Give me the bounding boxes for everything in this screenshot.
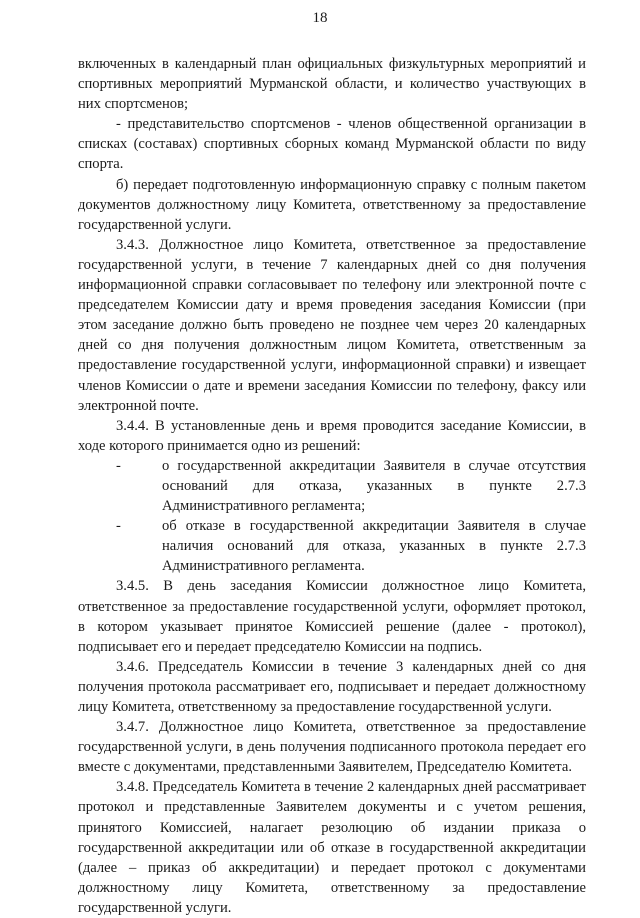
paragraph-3-4-7: 3.4.7. Должностное лицо Комитета, ответственное за предоставление государственной услуги, в день получения подписанного протокола передает его вместе с документами, представленными Заявителем, Председателю Комитета. bbox=[78, 719, 586, 776]
list-dash: - bbox=[116, 457, 121, 474]
page-number: 18 bbox=[312, 10, 328, 26]
list-dash: - bbox=[116, 518, 121, 535]
paragraph-3-4-5: 3.4.5. В день заседания Комиссии должностное лицо Комитета, ответственное за предоставление государственной услуги, оформляет протокол, в котором указывает принятое Комиссией решение (далее - протокол), подписывает его и передает председателю Комиссии на подпись. bbox=[78, 578, 586, 655]
paragraph-events-count: включенных в календарный план официальных физкультурных мероприятий и спортивных мероприятий Мурманской области, и количество участвующих в них спортсменов; bbox=[78, 56, 586, 113]
paragraph-3-4-8: 3.4.8. Председатель Комитета в течение 2 календарных дней рассматривает протокол и представленные Заявителем документы и с учетом решения, принятого Комиссией, налагает резолюцию об издании приказа о государственной аккредитации или об отказе в государственной аккредитации (далее – приказ об аккредитации) и передает протокол с документами должностному лицу Комитета, ответственному за предоставление государственной услуги. bbox=[78, 779, 586, 916]
list-item-text: об отказе в государственной аккредитации Заявителя в случае наличия оснований для отказа, указанных в пункте 2.7.3 Административного регламента. bbox=[162, 518, 586, 575]
list-item-accreditation-granted bbox=[78, 456, 586, 516]
document-body bbox=[78, 54, 586, 918]
list-item-text: о государственной аккредитации Заявителя в случае отсутствия оснований для отказа, указанных в пункте 2.7.3 Административного регламента; bbox=[162, 457, 586, 515]
paragraph-3-4-6: 3.4.6. Председатель Комиссии в течение 3 календарных дней со дня получения протокола рассматривает его, подписывает и передает должностному лицу Комитета, ответственному за предоставление государственной услуги. bbox=[78, 658, 586, 715]
paragraph-3-4-3: 3.4.3. Должностное лицо Комитета, ответственное за предоставление государственной услуги, в течение 7 календарных дней со дня получения информационной справки согласовывает по телефону или электронной почте с председателем Комиссии дату и время проведения заседания Комиссии (при этом заседание должно быть проведено не позднее чем через 20 календарных дней со дня получения должностным лицом Комитета, ответственным за предоставление государственной услуги, информационной справки) и извещает членов Комиссии о дате и времени заседания Комиссии по телефону, факсу или электронной почте. bbox=[78, 236, 586, 414]
paragraph-item-b: б) передает подготовленную информационную справку с полным пакетом документов должностному лицу Комитета, ответственному за предоставление государственной услуги. bbox=[78, 176, 586, 233]
paragraph-3-4-4: 3.4.4. В установленные день и время проводится заседание Комиссии, в ходе которого принимается одно из решений: bbox=[78, 417, 586, 454]
paragraph-team-representation: - представительство спортсменов - членов общественной организации в списках (составах) спортивных сборных команд Мурманской области по виду спорта. bbox=[78, 116, 586, 173]
list-item-accreditation-refused bbox=[78, 516, 586, 576]
